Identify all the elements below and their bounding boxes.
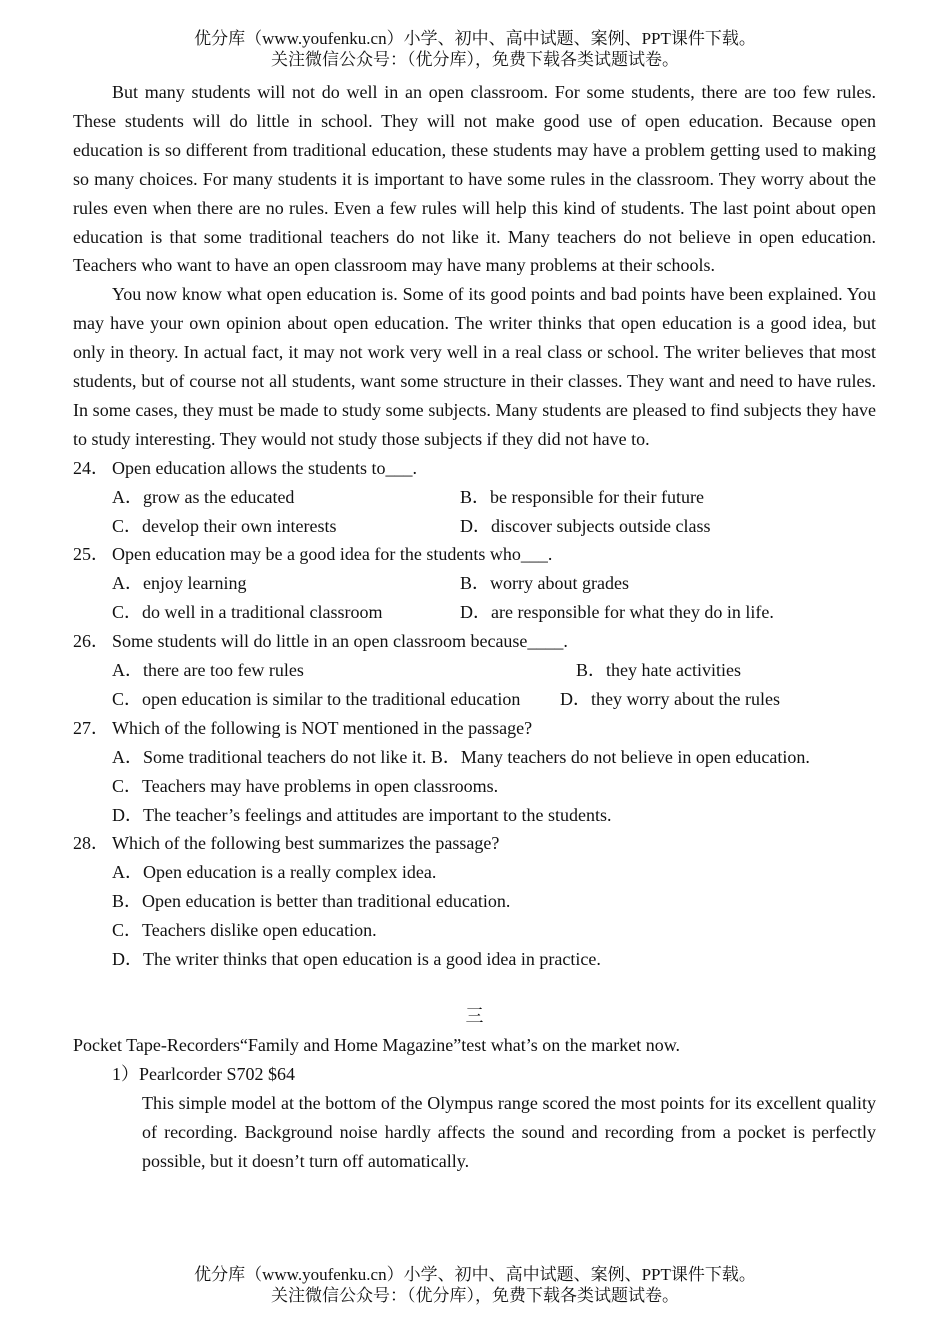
question-stem: Which of the following is NOT mentioned in the passage?	[112, 717, 533, 738]
footer-line-2: 关注微信公众号：（优分库），免费下载各类试题试卷。	[271, 1286, 679, 1305]
option-a: A．Open education is a really complex idea.	[112, 862, 437, 883]
question-stem: Open education allows the students to___.	[112, 457, 417, 478]
option-a-b: A．Some traditional teachers do not like it. B．Many teachers do not believe in open education.	[112, 746, 810, 767]
document-body	[73, 78, 876, 1175]
item-1-body: This simple model at the bottom of the Olympus range scored the most points for its excellent quality of recording. Background noise hardly affects the sound and recording from a pocket is perfectly possible, but it doesn’t turn off automatically.	[142, 1092, 876, 1171]
question-28	[73, 829, 876, 974]
header-line-1: 优分库（www.youfenku.cn）小学、初中、高中试题、案例、PPT课件下载。	[194, 29, 756, 48]
option-b: B．worry about grades	[460, 573, 629, 594]
option-c: C．develop their own interests	[112, 515, 337, 536]
section-intro: Pocket Tape-Recorders“Family and Home Magazine”test what’s on the market now.	[73, 1034, 681, 1055]
section-number: 三	[465, 1006, 484, 1026]
option-c: C．do well in a traditional classroom	[112, 602, 383, 623]
option-b: B．be responsible for their future	[460, 486, 704, 507]
question-25	[73, 540, 876, 627]
option-b: B．they hate activities	[576, 660, 741, 681]
question-number: 24．	[73, 457, 109, 478]
question-number: 26．	[73, 631, 109, 652]
question-number: 25．	[73, 544, 109, 565]
option-c: C．Teachers dislike open education.	[112, 920, 377, 941]
option-a: A．there are too few rules	[112, 660, 304, 681]
option-a: A．grow as the educated	[112, 486, 295, 507]
page-footer	[0, 1264, 950, 1306]
question-24	[73, 454, 876, 541]
page-header	[0, 28, 950, 70]
option-c: C．Teachers may have problems in open classrooms.	[112, 775, 499, 796]
question-stem: Some students will do little in an open classroom because____.	[112, 631, 568, 652]
question-27	[73, 714, 876, 830]
option-d: D．are responsible for what they do in life.	[460, 602, 774, 623]
question-number: 27．	[73, 717, 109, 738]
option-d: D．they worry about the rules	[560, 688, 780, 709]
option-d: D．discover subjects outside class	[460, 515, 711, 536]
question-26	[73, 627, 876, 714]
question-number: 28．	[73, 833, 109, 854]
option-c: C．open education is similar to the traditional education	[112, 688, 521, 709]
header-line-2: 关注微信公众号：（优分库），免费下载各类试题试卷。	[271, 50, 679, 69]
passage-paragraph-1: But many students will not do well in an open classroom. For some students, there are too few rules. These students will do little in school. They will not make good use of open education. Because open education is so different from traditional education, these students may have a problem getting used to making so many choices. For many students it is important to have some rules in the classroom. They worry about the rules even when there are no rules. Even a few rules will help this kind of students. The last point about open education is that some traditional teachers do not like it. Many teachers do not believe in open education. Teachers who want to have an open classroom may have many problems at their schools.	[73, 82, 876, 276]
question-stem: Which of the following best summarizes the passage?	[112, 833, 500, 854]
item-1-title: 1）Pearlcorder S702 $64	[112, 1063, 295, 1084]
option-b: B．Open education is better than traditional education.	[112, 891, 511, 912]
footer-line-1: 优分库（www.youfenku.cn）小学、初中、高中试题、案例、PPT课件下载。	[194, 1265, 756, 1284]
option-d: D．The teacher’s feelings and attitudes are important to the students.	[112, 804, 612, 825]
option-a: A．enjoy learning	[112, 573, 247, 594]
question-stem: Open education may be a good idea for the students who___.	[112, 544, 553, 565]
option-d: D．The writer thinks that open education is a good idea in practice.	[112, 949, 601, 970]
passage-paragraph-2: You now know what open education is. Some of its good points and bad points have been explained. You may have your own opinion about open education. The writer thinks that open education is a good idea, but only in theory. In actual fact, it may not work very well in a real class or school. The writer believes that most students, but of course not all students, want some structure in their classes. They want and need to have rules. In some cases, they must be made to study some subjects. Many students are pleased to find subjects they have to study interesting. They would not study those subjects if they did not have to.	[73, 284, 876, 449]
